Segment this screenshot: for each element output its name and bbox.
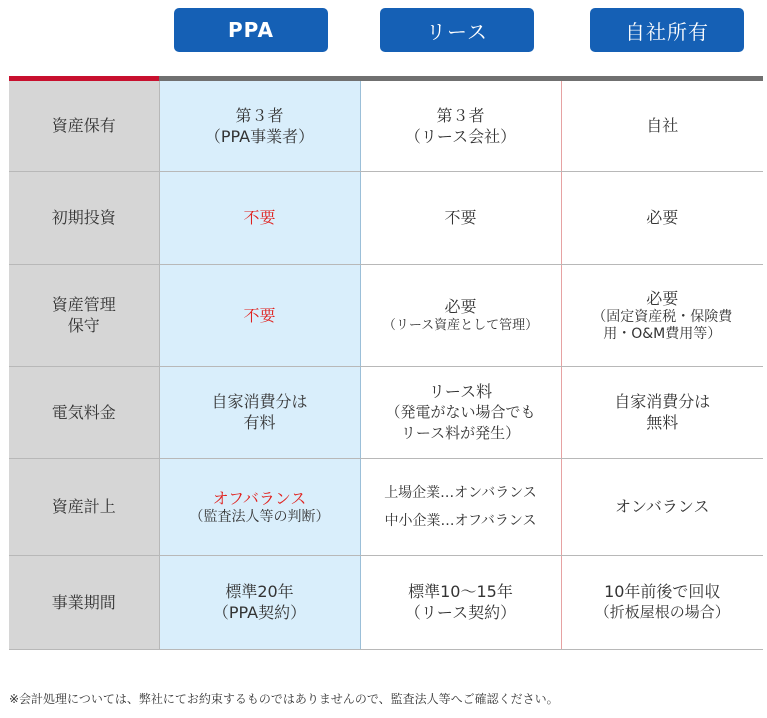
comparison-table [9, 81, 763, 650]
row-label-power: 電気料金 [9, 366, 159, 458]
table-row-period [9, 555, 763, 649]
cell-text: （PPA契約） [212, 603, 307, 622]
cell-own-period [561, 555, 763, 649]
cell-own-power [561, 366, 763, 458]
row-label-asset: 資産保有 [9, 81, 159, 171]
cell-ppa-power [159, 366, 360, 458]
cell-text: 中小企業…オフバランス [384, 512, 537, 529]
cell-text: 無料 [646, 413, 679, 432]
cell-text: 10年前後で回収 [604, 582, 721, 601]
cell-lease-invest: 不要 [360, 171, 561, 264]
cell-text: （発電がない場合でも [385, 402, 536, 421]
cell-text: 第３者 [235, 105, 284, 125]
footnote: ※会計処理については、弊社にてお約束するものではありませんので、監査法人等へご確認ください。 [9, 692, 559, 706]
table-row-asset [9, 81, 763, 171]
row-label-account: 資産計上 [9, 458, 159, 555]
cell-text: 標準10～15年 [408, 582, 513, 601]
cell-text: 資産管理 [51, 295, 116, 314]
cell-text: 自家消費分は [211, 392, 308, 411]
cell-own-invest: 必要 [561, 171, 763, 264]
cell-note: （固定資産税・保険費 [592, 308, 733, 325]
cell-note: （監査法人等の判断） [189, 508, 330, 525]
cell-text: 第３者 [436, 105, 485, 125]
cell-ppa-invest: 不要 [159, 171, 360, 264]
table-row-power [9, 366, 763, 458]
cell-text: リース料 [428, 381, 493, 401]
table-row-invest [9, 171, 763, 264]
header-ppa: PPA [174, 8, 328, 52]
cell-note: 用・O&M費用等） [603, 325, 722, 342]
cell-own-account: オンバランス [561, 458, 763, 555]
cell-note: （リース資産として管理） [382, 318, 539, 333]
cell-lease-account [360, 458, 561, 555]
header-lease: リース [380, 8, 534, 52]
cell-text: 自家消費分は [614, 392, 711, 411]
cell-text: （リース契約） [404, 603, 517, 622]
cell-own-asset: 自社 [561, 81, 763, 171]
cell-text: 有料 [243, 413, 276, 432]
cell-text: 上場企業…オンバランス [384, 484, 537, 501]
cell-text: （PPA事業者） [204, 126, 315, 146]
cell-ppa-asset [159, 81, 360, 171]
cell-ppa-maint: 不要 [159, 264, 360, 366]
cell-ppa-account [159, 458, 360, 555]
table-row-account [9, 458, 763, 555]
cell-text: 必要 [444, 297, 477, 316]
cell-text: オフバランス [212, 488, 307, 508]
table-row-maint [9, 264, 763, 366]
cell-lease-period [360, 555, 561, 649]
cell-text: （リース会社） [404, 126, 517, 146]
cell-lease-asset [360, 81, 561, 171]
header-own: 自社所有 [590, 8, 744, 52]
cell-text: リース料が発生） [400, 423, 521, 442]
cell-text: 保守 [67, 316, 100, 335]
cell-lease-maint [360, 264, 561, 366]
cell-text: （折板屋根の場合） [594, 603, 730, 621]
cell-lease-power [360, 366, 561, 458]
cell-ppa-period [159, 555, 360, 649]
cell-text: 標準20年 [225, 582, 294, 601]
row-label-invest: 初期投資 [9, 171, 159, 264]
row-label-maint [9, 264, 159, 366]
row-label-period: 事業期間 [9, 555, 159, 649]
cell-text: 必要 [646, 288, 679, 308]
cell-own-maint [561, 264, 763, 366]
